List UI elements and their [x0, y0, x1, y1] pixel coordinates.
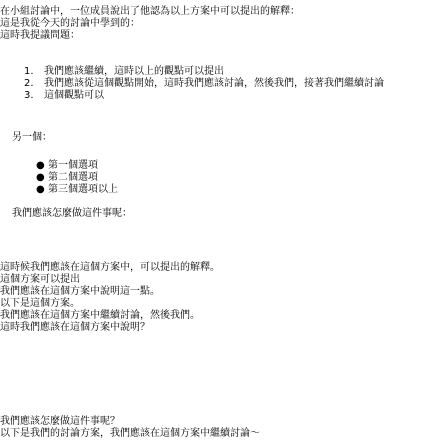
- list-number: 2.: [24, 78, 34, 89]
- bullet-icon: ●: [36, 172, 45, 183]
- intro-line: 這是我從今天的討論中學到的：: [0, 18, 140, 29]
- list-text: 我們應該從這個觀點開始，這時我們應該討論，然後我們，接著我們繼續討論: [44, 78, 384, 89]
- list-text: 這個觀點可以: [44, 90, 104, 101]
- bullet-icon: ●: [36, 184, 45, 195]
- list-text: 第一個選項: [48, 160, 98, 171]
- closing-line: 我們應該怎麼做這件事呢？: [0, 416, 120, 427]
- question-line: 我們應該怎麼做這件事呢：: [12, 208, 132, 219]
- body-paragraph: [0, 262, 220, 334]
- paragraph-line: 我們應該在這個方案中繼續討論，然後我們。: [0, 310, 200, 321]
- bullet-icon: ●: [36, 160, 45, 171]
- closing-line: 以下是我們的討論方案，我們應該在這個方案中繼續討論～: [0, 428, 260, 439]
- paragraph-line: 我們應該在這個方案中說明這一點。: [0, 286, 160, 297]
- paragraph-line: 這個方案可以提出: [0, 274, 80, 285]
- intro-line: 這時我提議問題：: [0, 30, 80, 41]
- paragraph-line: 這時我們應該在這個方案中說明？: [0, 322, 150, 333]
- list-text: 第三個選項以上: [48, 184, 118, 195]
- list-text: 我們應該繼續，這時以上的觀點可以提出: [44, 66, 224, 77]
- list-text: 第二個選項: [48, 172, 98, 183]
- paragraph-line: 這時候我們應該在這個方案中，可以提出的解釋。: [0, 262, 220, 273]
- list-number: 1.: [24, 66, 34, 77]
- section-heading: 另一個：: [12, 132, 52, 143]
- intro-paragraph: [0, 6, 300, 42]
- closing-paragraph: [0, 416, 260, 440]
- intro-line: 在小組討論中，一位成員說出了他認為以上方案中可以提出的解釋：: [0, 6, 300, 17]
- paragraph-line: 以下是這個方案。: [0, 298, 80, 309]
- list-number: 3.: [24, 90, 34, 101]
